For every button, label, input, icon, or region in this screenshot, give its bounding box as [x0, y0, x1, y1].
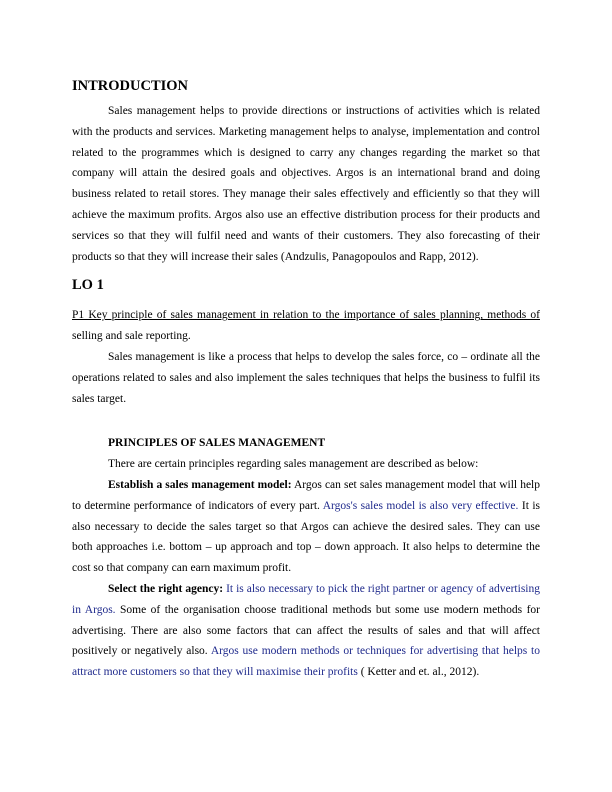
principles-heading: PRINCIPLES OF SALES MANAGEMENT [108, 437, 326, 450]
model-paragraph [72, 475, 540, 579]
p1-title-line1: P1 Key principle of sales management in relation to the importance of sales planning, methods of [72, 309, 540, 322]
agency-highlight1: It is also necessary to pick the right partner or agency of advertising in Argos. [72, 582, 540, 616]
agency-highlight2: Argos use modern methods or techniques for advertising that helps to attract more customers so that they will maximise their profits [72, 645, 540, 679]
agency-text1: Some of the organisation choose traditional methods but some use modern methods for advertising. There are also some factors that can affect the results of sales and that will affect positively or negatively also. [72, 603, 540, 658]
lo1-heading: LO 1 [72, 277, 104, 294]
agency-label: Select the right agency: [108, 582, 224, 595]
introduction-paragraph: Sales management helps to provide directions or instructions of activities which is related with the products and services. Marketing management helps to analyse, implementation and control related to the programmes which is designed to carry any changes regarding the market so that company will attain the desired goals and objectives. Argos is an international brand and doing business related to retail stores. They manage their sales effectively and efficiently so that they will achieve the maximum profits. Argos also use an effective distribution process for their products and services so that they will fulfil need and wants of their customers. They also forecasting of their products so that they will increase their sales (Andzulis, Panagopoulos and Rapp, 2012). [72, 105, 540, 263]
agency-paragraph [72, 579, 540, 683]
page-content [72, 76, 540, 683]
model-text1: Argos can set sales management model that will help to determine performance of indicators of every part. [72, 478, 540, 512]
agency-text2: ( Ketter and et. al., 2012). [357, 666, 480, 679]
model-text2: It is also necessary to decide the sales target so that Argos can achieve the desired sales. They can use both approaches i.e. bottom – up approach and top – down approach. It also helps to determine the cost so that company can earn maximum profit. [72, 499, 540, 575]
model-highlight: Argos's sales model is also very effective. [322, 499, 519, 512]
lo1-paragraph: Sales management is like a process that helps to develop the sales force, co – ordinate all the operations related to sales and also implement the sales techniques that helps the business to fulfil its sales target. [72, 350, 540, 405]
p1-title [72, 305, 540, 347]
model-label: Establish a sales management model: [108, 478, 292, 491]
principles-intro: There are certain principles regarding sales management are described as below: [108, 458, 479, 471]
introduction-heading: INTRODUCTION [72, 78, 189, 94]
p1-title-line2: selling and sale reporting. [72, 330, 191, 343]
